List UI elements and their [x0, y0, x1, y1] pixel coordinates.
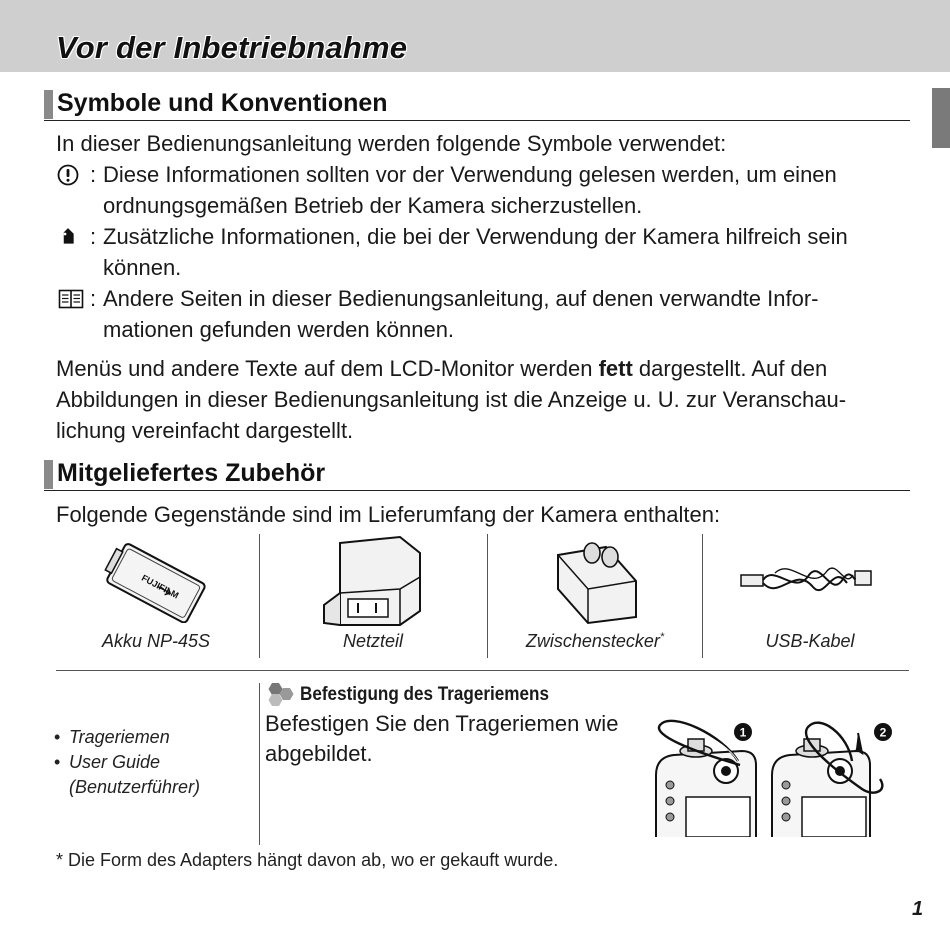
bold-example: fett: [598, 356, 633, 381]
symbol-row-note: [56, 221, 916, 283]
accessory-ac-adapter: [262, 533, 484, 659]
accessory-caption: Akku NP-45S: [101, 631, 211, 651]
caution-icon: [56, 163, 80, 187]
bullet-text: User Guide: [69, 752, 161, 772]
bullet-dot: •: [54, 752, 61, 772]
section-heading-accessories: [44, 460, 910, 491]
conventions-paragraph: [56, 353, 846, 446]
accessory-plug-adapter: [490, 533, 700, 659]
paragraph-line: lichung vereinfacht dargestellt.: [56, 418, 354, 443]
symbol-line: können.: [103, 255, 182, 280]
heading-bar: [44, 90, 53, 119]
column-divider: [702, 534, 703, 658]
book-reference-icon: [58, 287, 82, 311]
symbol-description: [103, 283, 923, 345]
footnote-marker: *: [659, 631, 665, 643]
battery-brand: FUJIFILM: [139, 572, 181, 601]
footnote: * Die Form des Adapters hängt davon ab, wo er gekauft wurde.: [56, 850, 559, 870]
paragraph-line: [56, 353, 846, 384]
column-divider: [487, 534, 488, 658]
column-divider: [259, 683, 260, 845]
accessories-divider: [56, 670, 909, 671]
accessory-usb-cable: [705, 533, 915, 659]
paragraph-line: Abbildungen in dieser Bedienungsanleitung ist die Anzeige u. U. zur Veranschau-: [56, 387, 847, 412]
accessory-caption: Netzteil: [342, 631, 404, 651]
symbol-description: [103, 159, 923, 221]
strap-illustration: [652, 705, 902, 837]
tips-icon: [264, 681, 298, 707]
strap-section-title: Befestigung des Trageriemens: [300, 684, 549, 705]
plug-adapter-image: [552, 541, 642, 625]
accessory-caption: [490, 631, 700, 652]
column-divider: [259, 534, 260, 658]
step-number-2: 2: [879, 725, 887, 740]
strap-line: Befestigen Sie den Trageriemen wie: [265, 711, 619, 736]
caption-text: Zwischenstecker: [525, 631, 660, 651]
symbols-intro: In dieser Bedienungsanleitung werden folgende Symbole verwendet:: [56, 131, 727, 156]
symbol-colon: :: [90, 162, 97, 187]
accessories-intro: Folgende Gegenstände sind im Lieferumfang der Kamera enthalten:: [56, 502, 721, 527]
symbol-line: Andere Seiten in dieser Bedienungsanleitung, auf denen verwandte Infor-: [103, 286, 819, 311]
ac-adapter-image: [320, 533, 426, 631]
strap-instructions: [265, 709, 625, 769]
page-number: 1: [912, 898, 924, 920]
accessory-battery: [56, 533, 256, 659]
paragraph-text: Menüs und andere Texte auf dem LCD-Monitor werden: [56, 356, 599, 381]
section-heading-text: Symbole und Konventionen: [57, 89, 388, 117]
step-number-1: 1: [739, 725, 747, 740]
symbol-line: mationen gefunden werden können.: [103, 317, 455, 342]
usb-cable-image: [735, 553, 885, 609]
chapter-tab: [932, 88, 950, 148]
symbol-colon: :: [90, 286, 97, 311]
bullet-text: Trageriemen: [69, 727, 170, 747]
note-tag-icon: [56, 225, 80, 249]
strap-line: abgebildet.: [265, 741, 373, 766]
bullet-dot: •: [54, 727, 61, 747]
battery-image: [100, 541, 212, 623]
symbol-colon: :: [90, 224, 97, 249]
symbol-line: ordnungsgemäßen Betrieb der Kamera sicherzustellen.: [103, 193, 643, 218]
heading-bar: [44, 460, 53, 489]
symbol-line: Diese Informationen sollten vor der Verwendung gelesen werden, um einen: [103, 162, 837, 187]
symbol-row-caution: [56, 159, 916, 221]
bullet-text: (Benutzerführer): [69, 777, 201, 797]
section-heading-symbols: [44, 90, 910, 121]
accessory-caption: USB-Kabel: [765, 631, 855, 651]
symbol-description: [103, 221, 923, 283]
paragraph-text: dargestellt. Auf den: [632, 356, 828, 381]
section-heading-text: Mitgeliefertes Zubehör: [57, 459, 326, 487]
symbol-line: Zusätzliche Informationen, die bei der Verwendung der Kamera hilfreich sein: [103, 224, 848, 249]
symbol-row-reference: [56, 283, 916, 345]
page-title: Vor der Inbetriebnahme: [56, 30, 408, 65]
